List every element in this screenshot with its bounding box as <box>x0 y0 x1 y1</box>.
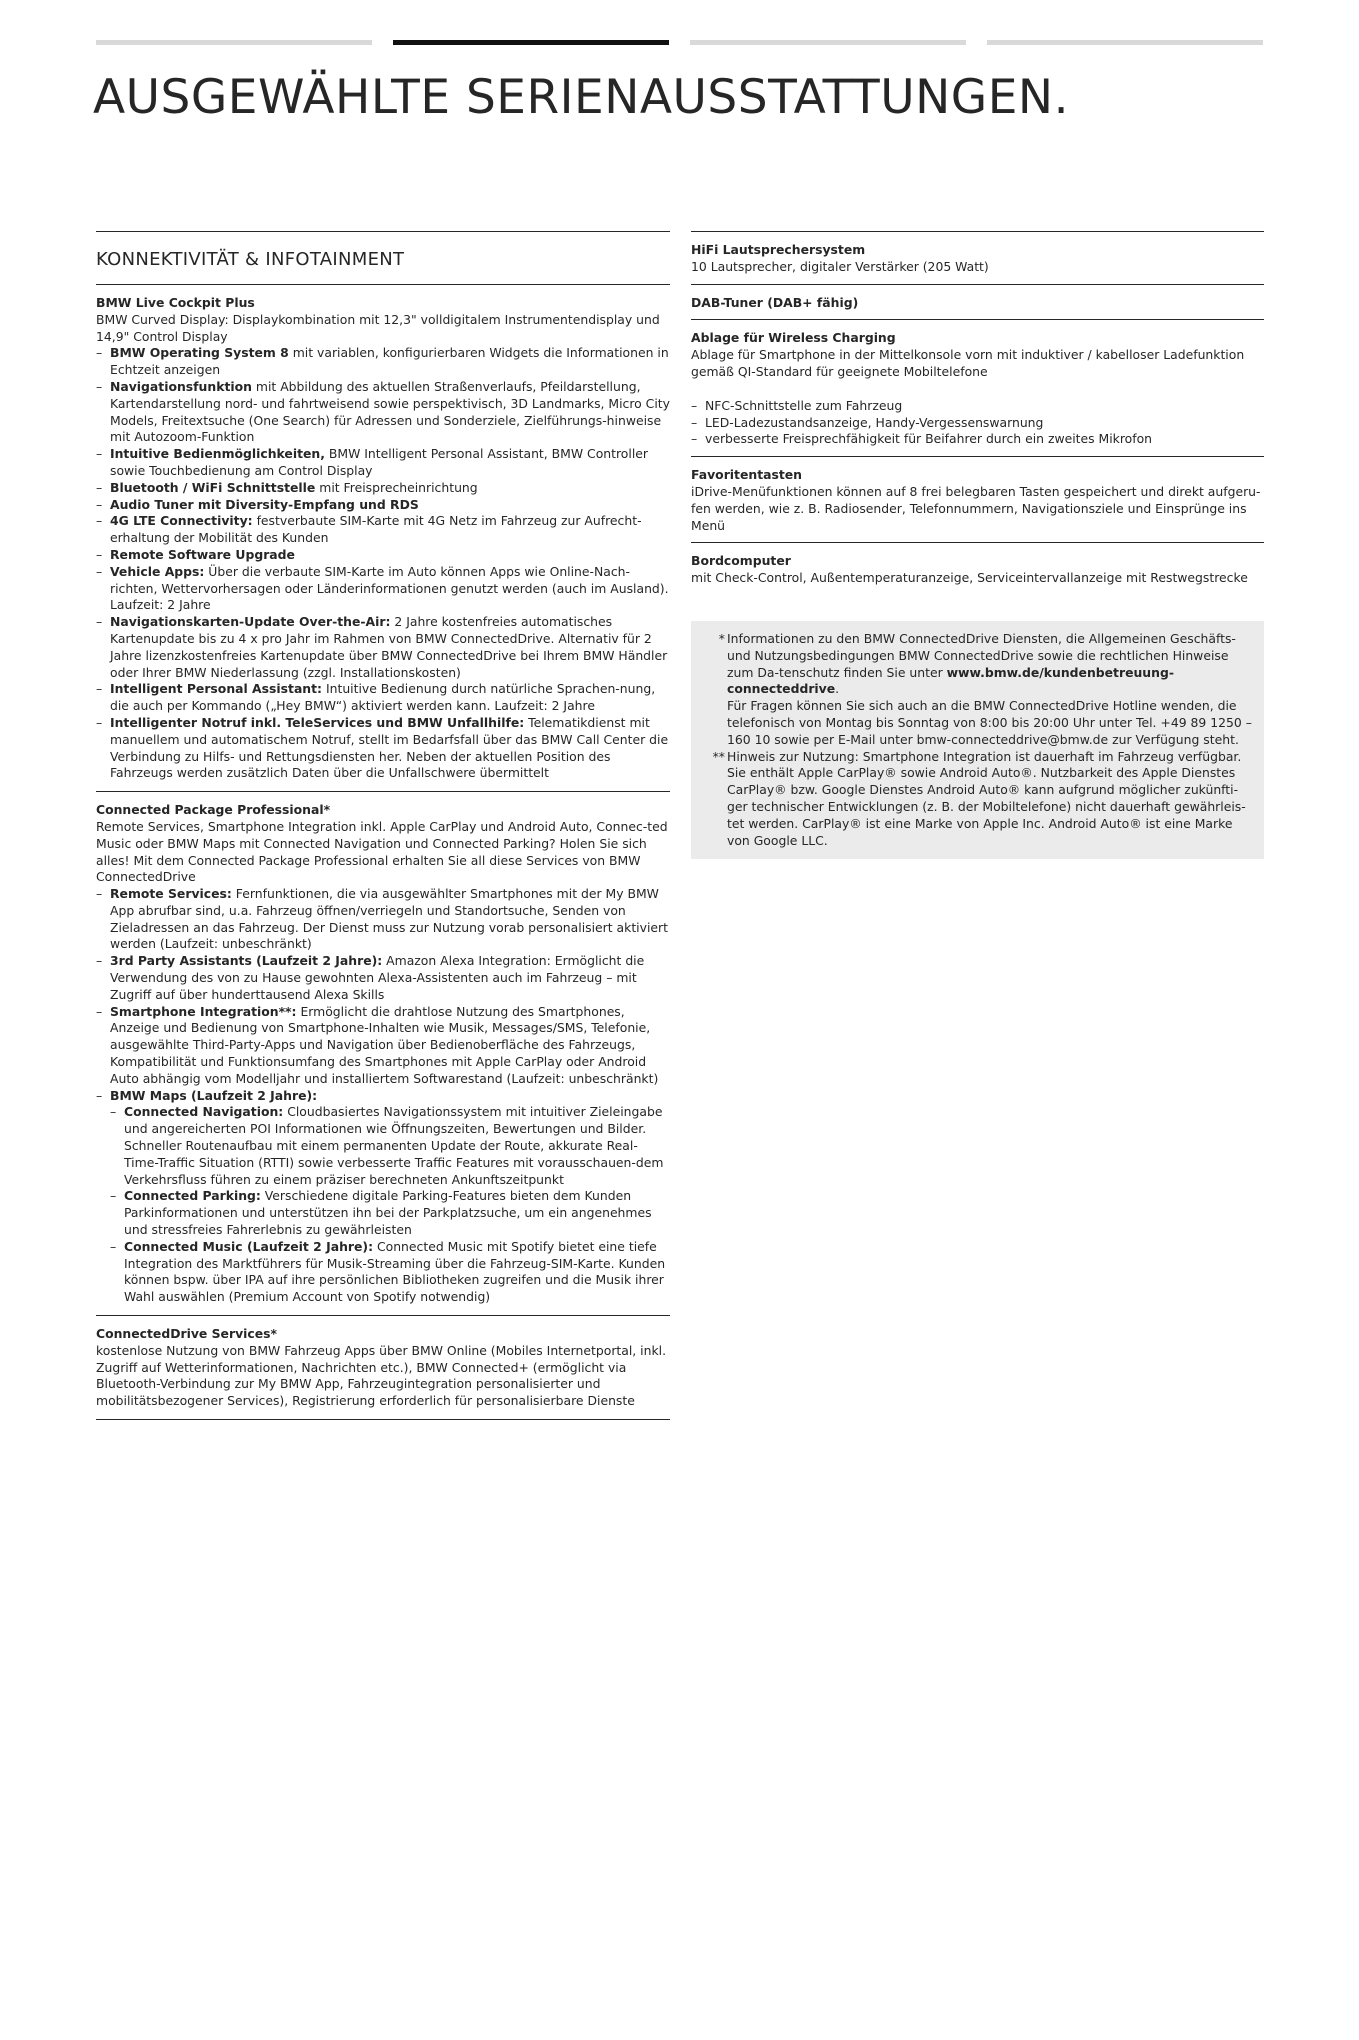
cockpit-intro: BMW Curved Display: Displaykombination mit 12,3" volldigitalem Instrumentendisplay und 14,9" Control Display <box>96 311 660 344</box>
package-title: Connected Package Professional* <box>96 802 331 818</box>
list-item: – BMW Operating System 8 mit variablen, konfigurierbaren Widgets die Informationen in Echtzeit anzeigen <box>96 345 670 379</box>
tab-2-active[interactable] <box>393 40 669 45</box>
charging-list <box>691 398 1264 448</box>
list-item: – Navigationskarten-Update Over-the-Air: 2 Jahre kostenfreies automatisches Kartenupdate bis zu 4 x pro Jahr im Rahmen von BMW ConnectedDrive. Alternativ für 2 Jahre lizenzkostenfreies Kartenupdate über BMW ConnectedDrive bei Ihrem BMW Händler oder Ihrer BMW Niederlassung (zzgl. Installationskosten) <box>96 614 670 681</box>
left-column <box>96 231 670 1420</box>
services-block <box>96 1316 670 1420</box>
list-item: – Connected Navigation: Cloudbasiertes Navigationssystem mit intuitiver Zieleingabe und angereicherten POI Informationen wie Öffnungszeiten, Bewertungen und Bilder. Schneller Routenaufbau mit einem permanenten Update der Route, akkurate Real-Time-Traffic Situation (RTTI) sowie verbesserte Traffic Features mit vorausschauen-dem Verkehrsfluss führen zu einem präziser berechneten Ankunftszeitpunkt <box>110 1104 670 1188</box>
list-item: – Audio Tuner mit Diversity-Empfang und RDS <box>96 497 670 514</box>
package-intro: Remote Services, Smartphone Integration inkl. Apple CarPlay und Android Auto, Connec-ted Music oder BMW Maps mit Connected Navigation und Connected Parking? Holen Sie sich alles! Mit dem Connected Package Professional erhalten Sie all diese Services von BMW ConnectedDrive <box>96 818 668 885</box>
favorites-title: Favoritentasten <box>691 467 803 483</box>
list-item: – Connected Parking: Verschiedene digitale Parking-Features bieten dem Kunden Parkinformationen und unterstützen ihn bei der Parkplatzsuche, um ein angenehmes und stressfreies Fahrerlebnis zu gewährleisten <box>110 1188 670 1238</box>
list-item: – verbesserte Freisprechfähigkeit für Beifahrer durch ein zweites Mikrofon <box>691 431 1264 448</box>
footnotes-box <box>691 621 1264 859</box>
section-title: KONNEKTIVITÄT & INFOTAINMENT <box>96 232 670 285</box>
hifi-block <box>691 232 1264 285</box>
list-item: – LED-Ladezustandsanzeige, Handy-Vergessenswarnung <box>691 415 1264 432</box>
package-block <box>96 792 670 1316</box>
connecteddrive-link[interactable]: www.bmw.de/kundenbetreuung-connecteddrive <box>727 664 1174 697</box>
footnote-1: * Informationen zu den BMW ConnectedDrive Diensten, die Allgemeinen Geschäfts- und Nutzungsbedingungen BMW ConnectedDrive sowie die rechtlichen Hinweise zum Da-tenschutz finden Sie unter www.bmw.de/kundenbetreuung-connecteddrive. Für Fragen können Sie sich auch an die BMW ConnectedDrive Hotline wenden, die telefonisch von Montag bis Sonntag von 8:00 bis 20:00 Uhr unter Tel. +49 89 1250 – 160 10 sowie per E-Mail unter bmw-connecteddrive@bmw.de zur Verfügung steht. <box>718 630 1252 747</box>
footnote-2: ** Hinweis zur Nutzung: Smartphone Integration ist dauerhaft im Fahrzeug verfügbar. Sie enthält Apple CarPlay® sowie Android Auto®. Nutzbarkeit des Apple Dienstes CarPlay® bzw. Google Dienstes Android Auto® kann aufgrund möglicher zukünfti-ger technischer Entwicklungen (z. B. der Mobiltelefone) nicht dauerhaft gewährleis-tet werden. CarPlay® ist eine Marke von Apple Inc. Android Auto® ist eine Marke von Google LLC. <box>712 748 1246 848</box>
computer-block <box>691 543 1264 595</box>
list-item: – NFC-Schnittstelle zum Fahrzeug <box>691 398 1264 415</box>
tab-1[interactable] <box>96 40 372 45</box>
cockpit-list <box>96 345 670 782</box>
list-item: – Intelligenter Notruf inkl. TeleServices und BMW Unfallhilfe: Telematikdienst mit manuellem und automatischem Notruf, stellt im Bedarfsfall über das BMW Call Center die Verbindung zu Hilfs- und Rettungsdiensten her. Neben der aktuellen Position des Fahrzeugs werden zusätzlich Daten über die Unfallschwere übermittelt <box>96 715 670 782</box>
list-item: – Connected Music (Laufzeit 2 Jahre): Connected Music mit Spotify bietet eine tiefe Integration des Marktführers für Musik-Streaming über die Fahrzeug-SIM-Karte. Kunden können bspw. über IPA auf ihre persönlichen Bibliotheken zugreifen und die Musik ihrer Wahl auswählen (Premium Account von Spotify notwendig) <box>110 1239 670 1306</box>
right-column <box>691 231 1264 859</box>
list-item: – Intelligent Personal Assistant: Intuitive Bedienung durch natürliche Sprachen-nung, die auch per Kommando („Hey BMW“) aktiviert werden kann. Laufzeit: 2 Jahre <box>96 681 670 715</box>
list-item: – Intuitive Bedienmöglichkeiten, BMW Intelligent Personal Assistant, BMW Controller sowie Touchbedienung am Control Display <box>96 446 670 480</box>
list-item: – Remote Services: Fernfunktionen, die via ausgewählter Smartphones mit der My BMW App abrufbar sind, u.a. Fahrzeug öffnen/verriegeln und Standortsuche, Senden von Zieladressen an das Fahrzeug. Der Dienst muss zur Nutzung vorab personalisiert aktiviert werden (Laufzeit: unbeschränkt) <box>96 886 670 953</box>
hifi-text: 10 Lautsprecher, digitaler Verstärker (205 Watt) <box>691 258 989 274</box>
list-item: – BMW Maps (Laufzeit 2 Jahre): – Connected Navigation: Cloudbasiertes Navigationssystem mit intuitiver Zieleingabe und angereicherten POI Informationen wie Öffnungszeiten, Bewertungen und Bilder. Schneller Routenaufbau mit einem permanenten Update der Route, akkurate Real-Time-Traffic Situation (RTTI) sowie verbesserte Traffic Features mit vorausschauen-dem Verkehrsfluss führen zu einem präziser berechneten Ankunftszeitpunkt – Connected Parking: Verschiedene digitale Parking-Features bieten dem Kunden Parkinformationen und unterstützen ihn bei der Parkplatzsuche, um ein angenehmes und stressfreies Fahrerlebnis zu gewährleisten – Connected Music (Laufzeit 2 Jahre): Connected Music mit Spotify bietet eine tiefe Integration des Marktführers für Musik-Streaming über die Fahrzeug-SIM-Karte. Kunden können bspw. über IPA auf ihre persönlichen Bibliotheken zugreifen und die Musik ihrer Wahl auswählen (Premium Account von Spotify notwendig) <box>96 1088 670 1306</box>
computer-title: Bordcomputer <box>691 553 791 569</box>
services-title: ConnectedDrive Services* <box>96 1326 277 1342</box>
tab-3[interactable] <box>690 40 966 45</box>
page-title: AUSGEWÄHLTE SERIENAUSSTATTUNGEN. <box>93 70 1070 125</box>
maps-sublist <box>110 1104 670 1306</box>
list-item: – Smartphone Integration**: Ermöglicht die drahtlose Nutzung des Smartphones, Anzeige und Bedienung von Smartphone-Inhalten wie Musik, Messages/SMS, Telefonie, ausgewählte Third-Party-Apps und Navigation über Bedienoberfläche des Fahrzeugs, Kompatibilität und Funktionsumfang des Smartphones mit Apple CarPlay oder Android Auto abhängig vom Modelljahr und installiertem Softwarestand (Laufzeit: unbeschränkt) <box>96 1004 670 1088</box>
charging-block <box>691 320 1264 457</box>
list-item: – 4G LTE Connectivity: festverbaute SIM-Karte mit 4G Netz im Fahrzeug zur Aufrecht-erhaltung der Mobilität des Kunden <box>96 513 670 547</box>
list-item: – 3rd Party Assistants (Laufzeit 2 Jahre): Amazon Alexa Integration: Ermöglicht die Verwendung des von zu Hause gewohnten Alexa-Assistenten auch im Fahrzeug – mit Zugriff auf über hunderttausend Alexa Skills <box>96 953 670 1003</box>
list-item: – Navigationsfunktion mit Abbildung des aktuellen Straßenverlaufs, Pfeildarstellung, Kartendarstellung nord- und fahrtweisend sowie perspektivisch, 3D Landmarks, Micro City Models, Freitextsuche (One Search) für Adressen und Sonderziele, Zielführungs-hinweise mit Autozoom-Funktion <box>96 379 670 446</box>
services-text: kostenlose Nutzung von BMW Fahrzeug Apps über BMW Online (Mobiles Internetportal, inkl. Zugriff auf Wetterinformationen, Nachrichten etc.), BMW Connected+ (ermöglicht via Bluetooth-Verbindung zur My BMW App, Fahrzeugintegration personalisierter und mobilitätsbezogener Services), Registrierung erforderlich für personalisierbare Dienste <box>96 1342 667 1409</box>
charging-title: Ablage für Wireless Charging <box>691 330 896 346</box>
page-tabs <box>96 40 1264 46</box>
list-item: – Bluetooth / WiFi Schnittstelle mit Freisprecheinrichtung <box>96 480 670 497</box>
dab-block <box>691 285 1264 321</box>
charging-text: Ablage für Smartphone in der Mittelkonsole vorn mit induktiver / kabelloser Ladefunktion gemäß QI-Standard für geeignete Mobiltelefone <box>691 347 1245 379</box>
cockpit-title: BMW Live Cockpit Plus <box>96 295 255 310</box>
list-item: – Vehicle Apps: Über die verbaute SIM-Karte im Auto können Apps wie Online-Nach-richten, Wettervorhersagen oder Länderinformationen genutzt werden (auch im Ausland). Laufzeit: 2 Jahre <box>96 564 670 614</box>
favorites-text: iDrive-Menüfunktionen können auf 8 frei belegbaren Tasten gespeichert und direkt aufgeru-fen werden, wie z. B. Radiosender, Telefonnummern, Navigationsziele und Einsprünge ins Menü <box>691 483 1261 533</box>
cockpit-block <box>96 285 670 792</box>
hifi-title: HiFi Lautsprechersystem <box>691 242 866 257</box>
computer-text: mit Check-Control, Außentemperaturanzeige, Serviceintervallanzeige mit Restwegstrecke <box>691 570 1248 586</box>
tab-4[interactable] <box>987 40 1263 45</box>
package-list <box>96 886 670 1306</box>
list-item: – Remote Software Upgrade <box>96 547 670 564</box>
favorites-block <box>691 457 1264 543</box>
dab-title: DAB-Tuner (DAB+ fähig) <box>691 294 859 310</box>
